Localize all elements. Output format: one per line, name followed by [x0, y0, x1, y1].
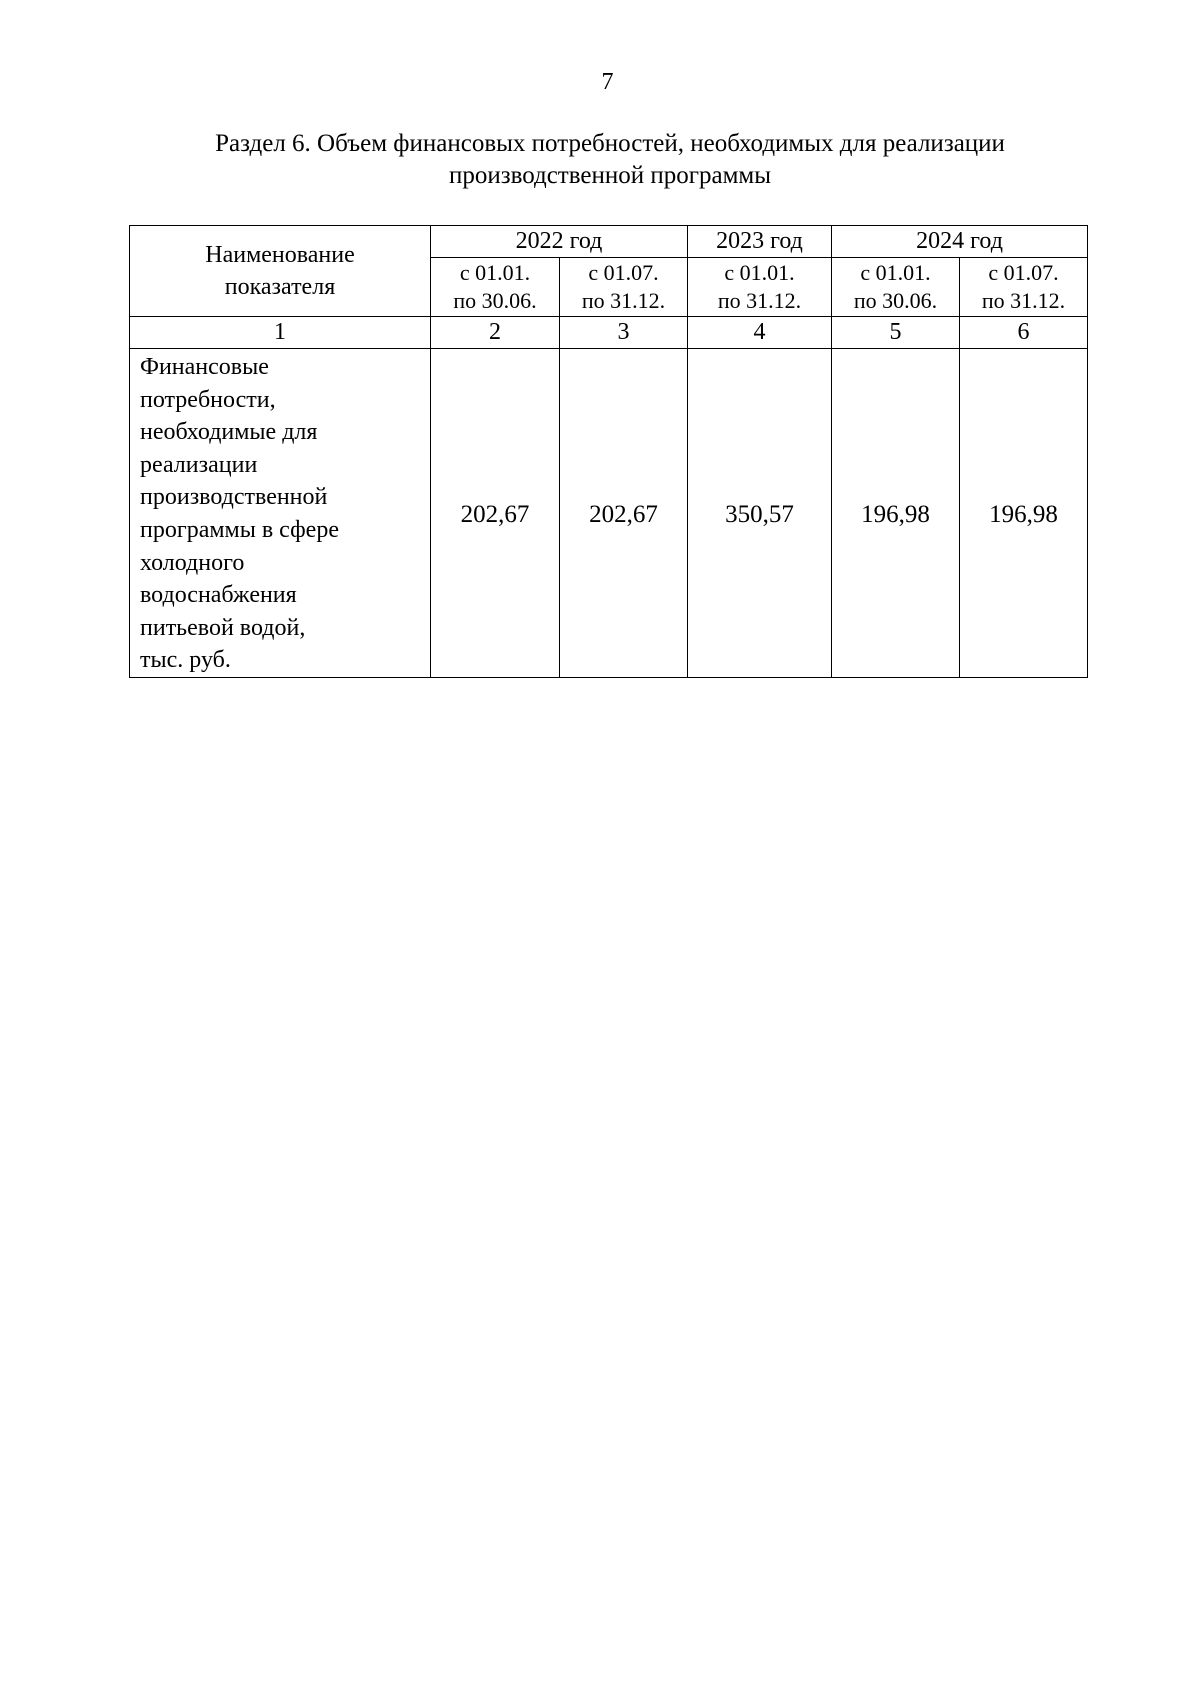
- indicator-name-line: потребности,: [140, 386, 276, 413]
- section-title-line-2: производственной программы: [448, 162, 772, 189]
- column-number: 6: [960, 317, 1088, 349]
- indicator-name-line: тыс. руб.: [140, 647, 231, 674]
- value-cell-2024-h2: 196,98: [960, 349, 1088, 678]
- period-to: по 31.12.: [581, 288, 666, 313]
- table-header-row-years: [130, 226, 1088, 258]
- section-title-line-1: Раздел 6. Объем финансовых потребностей, необходимых для реализации: [215, 130, 1005, 157]
- indicator-name-line: необходимые для: [140, 419, 318, 446]
- indicator-name-line: программы в сфере: [140, 516, 339, 543]
- period-from: с 01.01.: [724, 260, 795, 285]
- column-number: 4: [688, 317, 832, 349]
- period-from: с 01.01.: [459, 260, 531, 285]
- year-header-2022: 2022 год: [431, 226, 688, 258]
- period-header: [832, 258, 960, 317]
- value-cell-2024-h1: 196,98: [832, 349, 960, 678]
- period-header: [560, 258, 688, 317]
- table-row: [130, 349, 1088, 678]
- column-number: 5: [832, 317, 960, 349]
- period-from: с 01.07.: [988, 260, 1059, 285]
- indicator-name-line: Финансовые: [140, 354, 269, 380]
- period-from: с 01.01.: [860, 260, 931, 285]
- indicator-name-header-line-1: Наименование: [205, 242, 355, 268]
- indicator-name-line: питьевой водой,: [140, 614, 306, 641]
- column-number: 2: [431, 317, 560, 349]
- value-cell-2022-h1: 202,67: [431, 349, 560, 678]
- column-number: 3: [560, 317, 688, 349]
- indicator-name-header: [130, 226, 431, 317]
- section-title: [130, 128, 1090, 192]
- period-from: с 01.07.: [588, 260, 659, 285]
- page-number: 7: [601, 69, 614, 95]
- period-to: по 30.06.: [853, 288, 938, 313]
- period-header: [688, 258, 832, 317]
- column-number-row: [130, 317, 1088, 349]
- column-number: 1: [130, 317, 431, 349]
- year-header-2024: 2024 год: [832, 226, 1088, 258]
- indicator-name-line: производственной: [140, 484, 328, 511]
- value-cell-2022-h2: 202,67: [560, 349, 688, 678]
- period-header: [431, 258, 560, 317]
- period-to: по 31.12.: [981, 288, 1066, 313]
- value-cell-2023: 350,57: [688, 349, 832, 678]
- indicator-name-line: водоснабжения: [140, 582, 297, 609]
- indicator-name-line: холодного: [140, 549, 245, 576]
- financial-needs-table: [129, 225, 1088, 678]
- indicator-name-line: реализации: [140, 451, 258, 478]
- year-header-2023: 2023 год: [688, 226, 832, 258]
- period-header: [960, 258, 1088, 317]
- indicator-name-header-line-2: показателя: [224, 274, 336, 300]
- indicator-name-cell: [130, 349, 431, 678]
- period-to: по 31.12.: [717, 288, 802, 313]
- period-to: по 30.06.: [453, 288, 537, 313]
